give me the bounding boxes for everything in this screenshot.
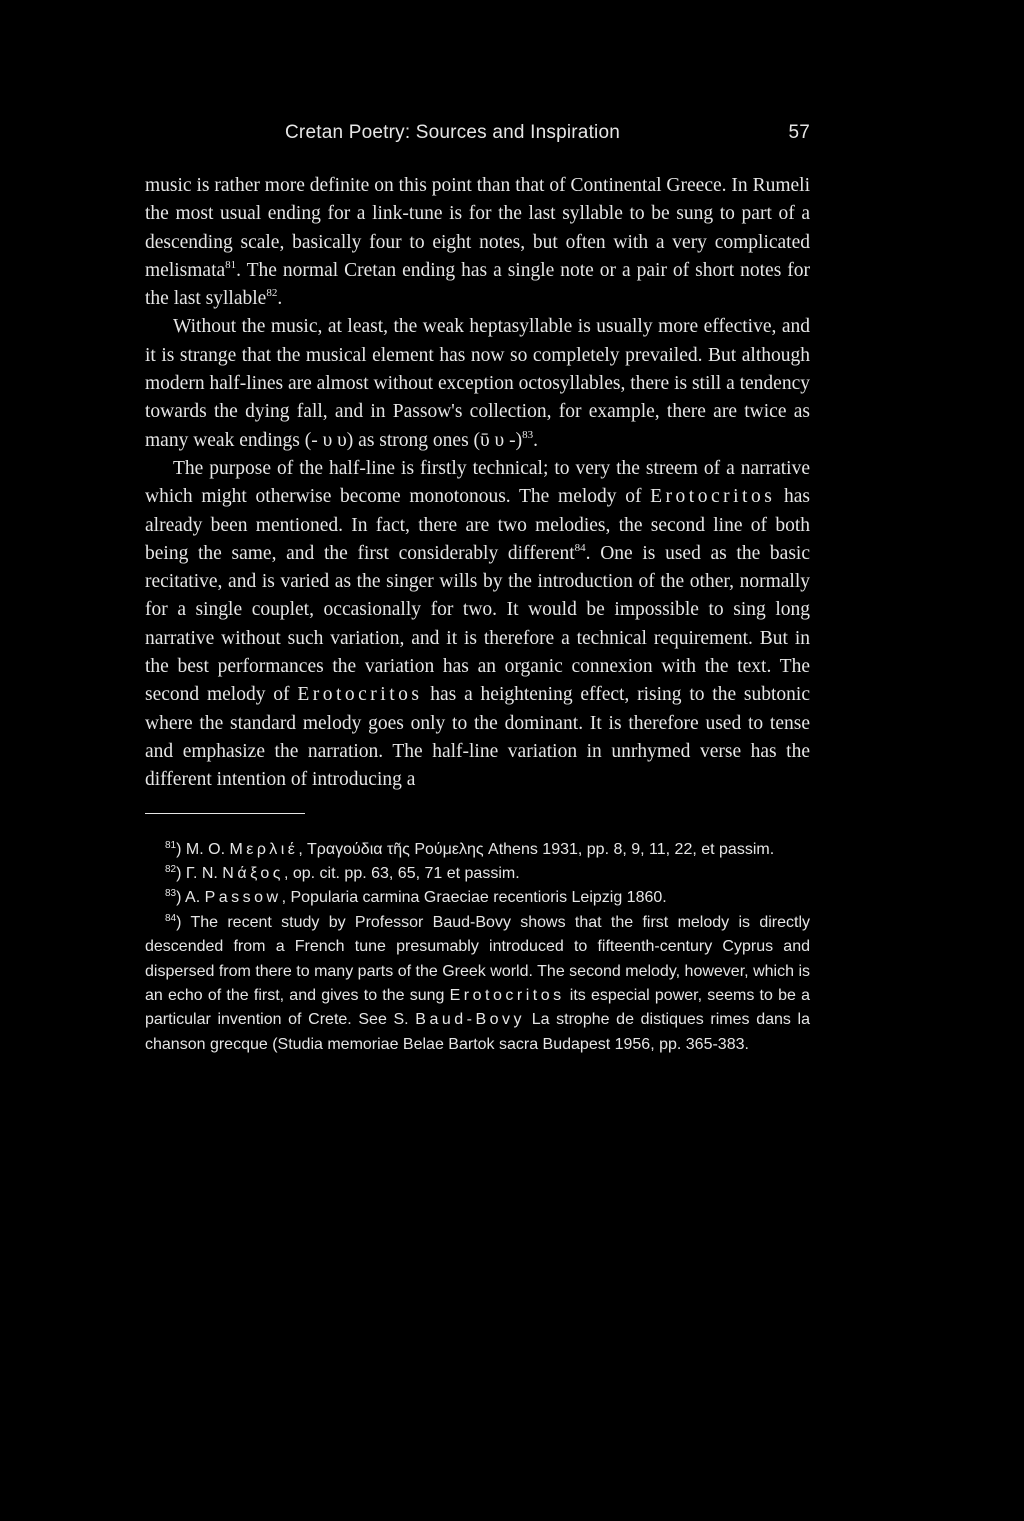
paragraph-text: has a heightening effect, rising to the subtonic where the standard melody goes only to the dominant. It is therefore used to tense and emphasize the narration. The half-line variation in unrhymed verse has the different intention of introducing a [145, 684, 811, 791]
paragraph-text: The purpose of the half-line is firstly technical; to very the streem of a narrative which might otherwise become monotonous. The melody of [145, 457, 810, 508]
paragraph-text: has already been mentioned. In fact, there are two melodies, the second line of both being the same, and the first considerably different [145, 486, 810, 564]
paragraph-2 [145, 313, 810, 454]
running-title: Cretan Poetry: Sources and Inspiration [285, 122, 620, 143]
footnote-ref: 83 [522, 428, 534, 441]
footnote-separator [145, 813, 305, 814]
footnote-text: ) The recent study by Professor Baud-Bovy shows that the first melody is directly descended from a French tune presumably introduced to fifteenth-century Cyprus and dispersed from there to many parts of the Greek world. The second melody, however, which is an echo of the first, and gives to the sung [145, 913, 810, 1004]
footnote-82 [145, 862, 810, 886]
footnote-text: ) A. [176, 889, 205, 907]
work-title: Erotocritos [449, 986, 565, 1004]
footnote-text: its especial power, seems to be a particular invention of Crete. See S. [145, 986, 811, 1029]
footnote-text: ) M. O. [176, 840, 230, 858]
paragraph-text: . [533, 429, 538, 451]
footnote-83 [145, 886, 810, 910]
footnote-mark: 83 [165, 888, 177, 900]
footnote-text: , op. cit. pp. 63, 65, 71 et passim. [283, 864, 520, 882]
work-title: Erotocritos [297, 684, 423, 706]
footnote-84 [145, 911, 810, 1057]
paragraph-text: . [277, 288, 283, 310]
book-page [145, 118, 810, 1057]
body-text [145, 172, 810, 795]
footnote-text: La strophe de distiques rimes dans la chanson grecque (Studia memoriae Belae Bartok sacra Budapest 1956, pp. 365-383. [145, 1011, 810, 1053]
footnote-mark: 84 [165, 912, 177, 924]
paragraph-text: Without the music, at least, the weak heptasyllable is usually more effective, and it is strange that the musical element has now so completely prevailed. But although modern half-lines are almost without exception octosyllables, there is still a tendency towards the dying fall, and in Passow's collection, for example, there are twice as many weak endings (- υ υ) as strong ones (ῡ υ -) [145, 316, 810, 451]
work-title: Erotocritos [650, 486, 776, 508]
running-head [145, 118, 810, 152]
footnote-text: , Τραγούδια τῆς Ρούμελης Athens 1931, pp. 8, 9, 11, 22, et passim. [298, 840, 775, 858]
author-name: Νάξος [222, 864, 284, 882]
paragraph-text: . One is used as the basic recitative, and is varied as the singer wills by the introduction of the other, normally for a single couplet, occasionally for two. It would be impossible to sing long narrative without such variation, and it is therefore a technical requirement. But in the best performances the variation has an organic connexion with the text. The second melody of [145, 542, 810, 706]
footnotes [145, 838, 810, 1058]
footnote-mark: 81 [165, 839, 177, 851]
footnote-ref: 84 [574, 541, 586, 554]
paragraph-text: . The normal Cretan ending has a single note or a pair of short notes for the last syllable [145, 259, 810, 310]
author-name: Passow [204, 889, 282, 907]
author-name: Baud-Bovy [415, 1011, 526, 1029]
paragraph-text: music is rather more definite on this point than that of Continental Greece. In Rumeli the most usual ending for a link-tune is for the last syllable to be sung to part of a descending scale, basically four to eight notes, but often with a very complicated melismata [145, 175, 810, 281]
footnote-text: , Popularia carmina Graeciae recentioris Leipzig 1860. [281, 889, 667, 907]
footnote-ref: 82 [266, 287, 278, 300]
footnote-mark: 82 [165, 863, 177, 875]
paragraph-3 [145, 455, 810, 795]
author-name: Μερλιέ [229, 840, 299, 858]
paragraph-1 [145, 172, 810, 313]
page-number: 57 [788, 122, 810, 143]
footnote-ref: 81 [225, 258, 237, 271]
footnote-81 [145, 838, 810, 862]
footnote-text: ) Γ. Ν. [176, 864, 223, 882]
